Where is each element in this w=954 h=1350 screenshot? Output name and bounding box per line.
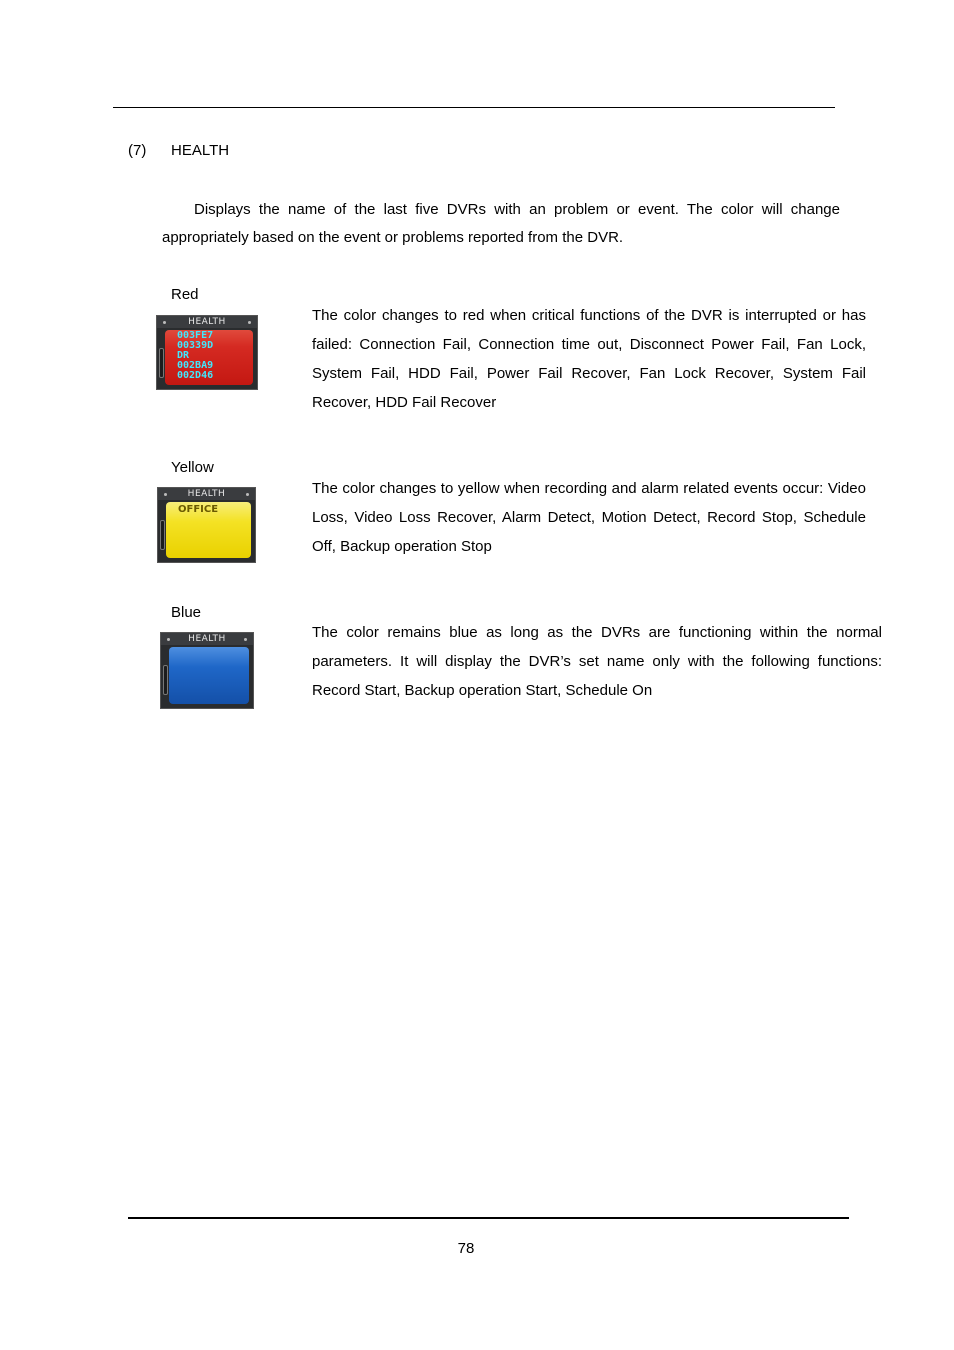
- health-panel-red: [156, 315, 258, 390]
- dvr-id: 003FE7: [177, 330, 214, 341]
- dvr-id: 002BA9: [177, 360, 214, 371]
- panel-header-label: HEALTH: [188, 634, 226, 644]
- footer-rule: [128, 1217, 849, 1219]
- red-description: The color changes to red when critical functions of the DVR is interrupted or has failed: Connection Fail, Connection time out, Disconnect Power Fail, Fan Lock, System Fail, HDD Fail, Power Fail Recover, Fan Lock Recover, System Fail Recover, HDD Fail Recover: [312, 307, 866, 411]
- panel-header: [158, 488, 255, 500]
- panel-body-red: [165, 330, 253, 385]
- dvr-id-list: [177, 331, 213, 381]
- panel-side-tab: [160, 520, 165, 550]
- panel-side-tab: [159, 348, 164, 378]
- panel-dot-icon: [164, 493, 167, 496]
- header-rule: [113, 107, 835, 108]
- panel-side-tab: [163, 665, 168, 695]
- dvr-id: 002D46: [177, 370, 214, 381]
- yellow-description: The color changes to yellow when recording and alarm related events occur: Video Loss, Video Loss Recover, Alarm Detect, Motion Detect, Record Stop, Schedule Off, Backup operation Stop: [312, 480, 866, 555]
- dvr-id: DR: [177, 350, 190, 361]
- dvr-id: 00339D: [177, 340, 214, 351]
- dvr-name: OFFICE: [178, 504, 219, 515]
- intro-paragraph: Displays the name of the last five DVRs with an problem or event. The color will change appropriately based on the event or problems reported from the DVR.: [162, 201, 840, 246]
- section-title: HEALTH: [171, 142, 230, 159]
- blue-description: The color remains blue as long as the DVRs are functioning within the normal parameters. It will display the DVR’s set name only with the following functions: Record Start, Backup operation Start, Schedule On: [312, 624, 882, 699]
- panel-dot-icon: [167, 638, 170, 641]
- panel-dot-icon: [246, 493, 249, 496]
- health-panel-blue: [160, 632, 254, 709]
- blue-label: Blue: [171, 604, 202, 621]
- red-label: Red: [171, 286, 199, 303]
- panel-header-label: HEALTH: [187, 489, 226, 499]
- page-number: 78: [457, 1240, 475, 1257]
- panel-header: [157, 316, 257, 328]
- panel-body-blue: [169, 647, 249, 704]
- panel-header: [161, 633, 253, 645]
- panel-dot-icon: [248, 321, 251, 324]
- health-panel-yellow: [157, 487, 256, 563]
- section-number: (7): [128, 142, 147, 159]
- panel-dot-icon: [163, 321, 166, 324]
- yellow-label: Yellow: [171, 459, 214, 476]
- panel-dot-icon: [244, 638, 247, 641]
- panel-header-label: HEALTH: [188, 317, 226, 327]
- panel-body-yellow: [166, 502, 251, 558]
